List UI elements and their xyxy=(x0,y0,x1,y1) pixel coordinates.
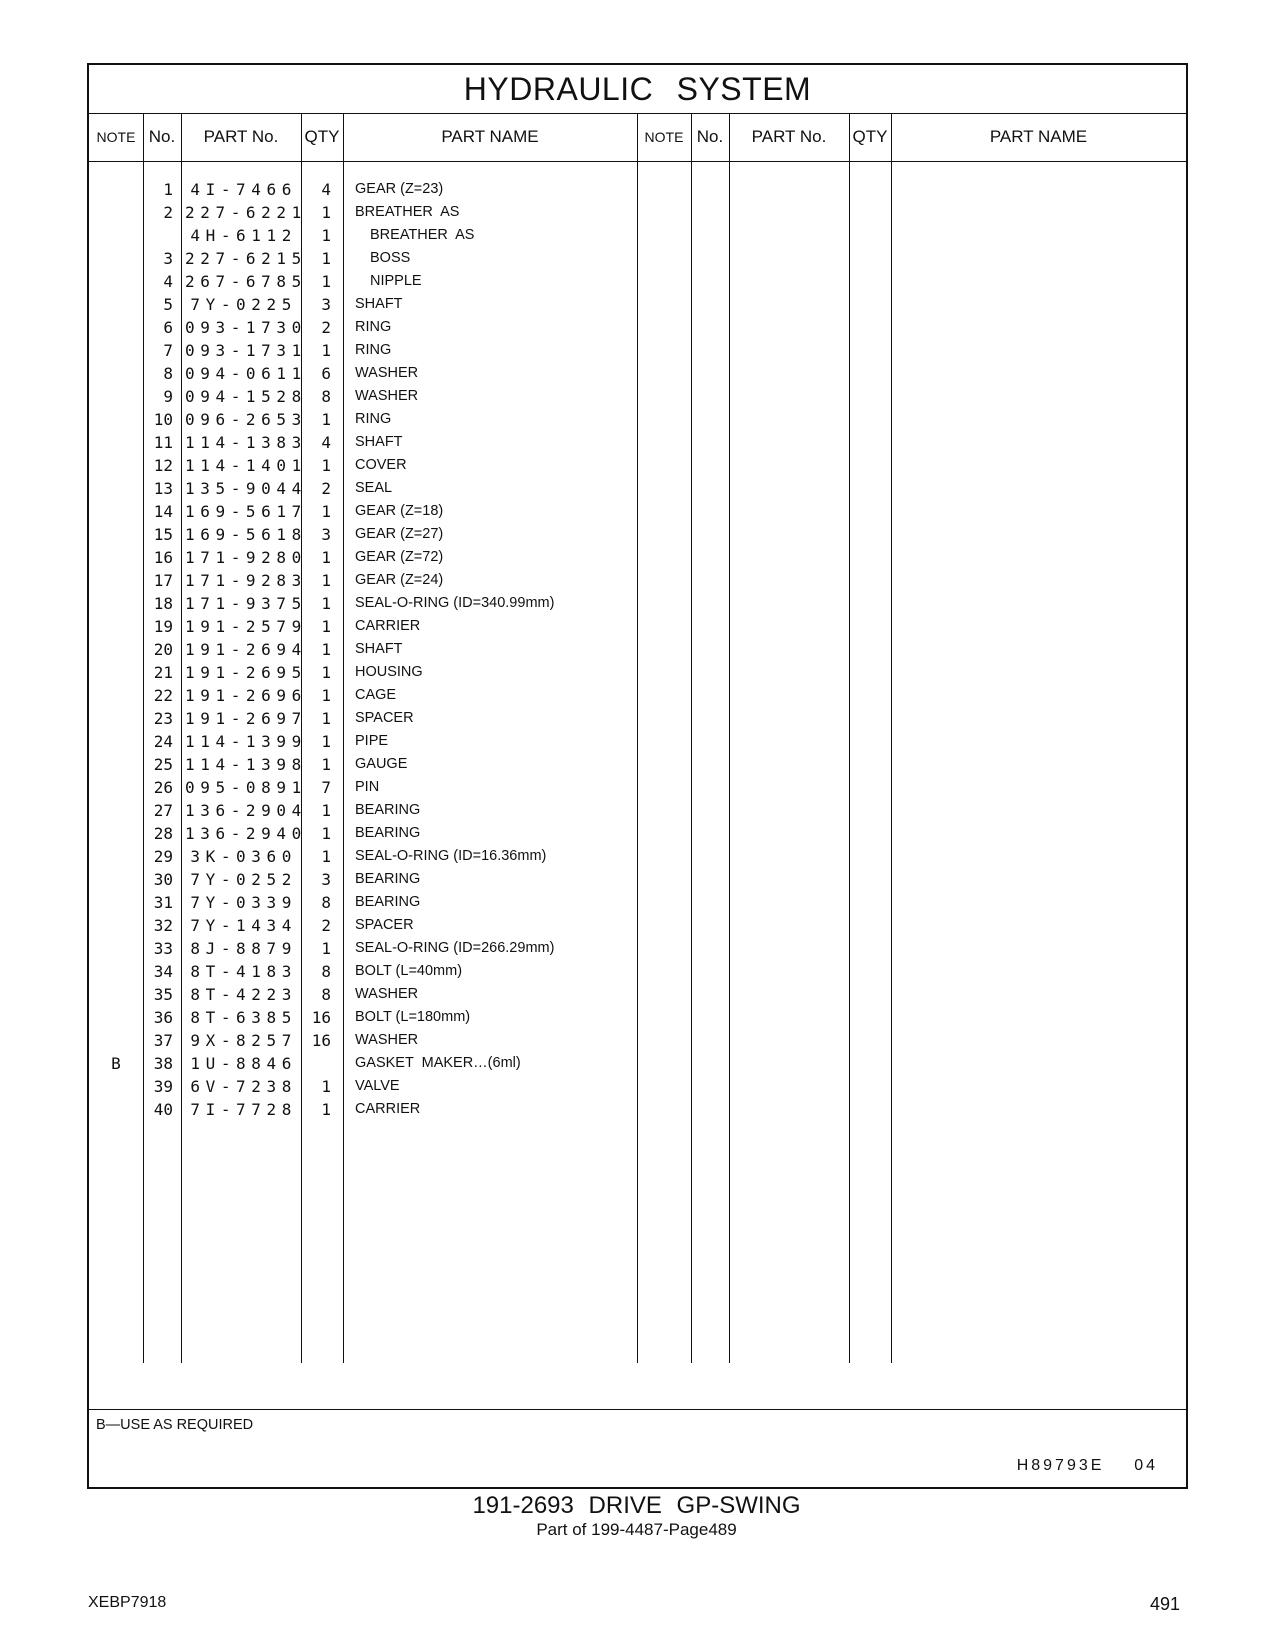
part-name-cell: BREATHER AS xyxy=(355,204,460,220)
section-title: HYDRAULIC SYSTEM xyxy=(89,65,1186,114)
table-row xyxy=(89,1006,609,1029)
item-number-cell: 31 xyxy=(153,893,173,912)
quantity-cell: 8 xyxy=(321,985,331,1004)
quantity-cell: 1 xyxy=(321,571,331,590)
part-number-cell: 267-6785 xyxy=(185,272,307,291)
part-number-cell: 8T-4223 xyxy=(190,985,297,1004)
table-row xyxy=(89,799,609,822)
quantity-cell: 1 xyxy=(321,640,331,659)
table-row xyxy=(89,1075,609,1098)
part-number-cell: 227-6215 xyxy=(185,249,307,268)
item-number-cell: 32 xyxy=(153,916,173,935)
quantity-cell: 4 xyxy=(321,180,331,199)
part-number-cell: 094-0611 xyxy=(185,364,307,383)
table-row xyxy=(89,868,609,891)
header-no: No. xyxy=(148,127,176,146)
header-note-right: NOTE xyxy=(644,129,684,145)
assembly-subcaption: Part of 199-4487-Page489 xyxy=(536,1520,737,1539)
quantity-cell: 2 xyxy=(321,916,331,935)
part-name-cell: GEAR (Z=18) xyxy=(355,503,444,519)
part-number-cell: 171-9280 xyxy=(185,548,307,567)
header-part-no: PART No. xyxy=(203,127,279,146)
item-number-cell: 5 xyxy=(163,295,173,314)
item-number-cell: 11 xyxy=(153,433,173,452)
footnote: B—USE AS REQUIRED xyxy=(96,1417,254,1433)
part-number-cell: 227-6221 xyxy=(185,203,307,222)
table-row xyxy=(89,661,609,684)
table-row xyxy=(89,707,609,730)
table-row xyxy=(89,293,609,316)
part-number-cell: 093-1731 xyxy=(185,341,307,360)
part-number-cell: 114-1401 xyxy=(185,456,307,475)
item-number-cell: 29 xyxy=(153,847,173,866)
column-divider xyxy=(849,113,850,1363)
part-number-cell: 114-1399 xyxy=(185,732,307,751)
quantity-cell: 2 xyxy=(321,318,331,337)
part-number-cell: 171-9375 xyxy=(185,594,307,613)
item-number-cell: 18 xyxy=(153,594,173,613)
parts-rows xyxy=(89,178,609,1121)
part-name-cell: GEAR (Z=27) xyxy=(355,526,444,542)
quantity-cell: 16 xyxy=(311,1008,331,1027)
quantity-cell: 6 xyxy=(321,364,331,383)
note-cell: B xyxy=(111,1054,121,1073)
part-name-cell: BREATHER AS xyxy=(370,227,475,243)
part-number-cell: 136-2904 xyxy=(185,801,307,820)
item-number-cell: 10 xyxy=(153,410,173,429)
quantity-cell: 1 xyxy=(321,249,331,268)
part-number-cell: 136-2940 xyxy=(185,824,307,843)
item-number-cell: 28 xyxy=(153,824,173,843)
part-name-cell: CARRIER xyxy=(355,618,421,634)
quantity-cell: 1 xyxy=(321,617,331,636)
item-number-cell: 16 xyxy=(153,548,173,567)
table-row xyxy=(89,454,609,477)
item-number-cell: 9 xyxy=(163,387,173,406)
quantity-cell: 1 xyxy=(321,755,331,774)
header-note: NOTE xyxy=(96,129,136,145)
part-name-cell: BEARING xyxy=(355,825,421,841)
column-divider xyxy=(891,113,892,1363)
item-number-cell: 12 xyxy=(153,456,173,475)
quantity-cell: 1 xyxy=(321,732,331,751)
part-number-cell: 7Y-0252 xyxy=(190,870,297,889)
table-row xyxy=(89,362,609,385)
part-number-cell: 7Y-0225 xyxy=(190,295,297,314)
item-number-cell: 27 xyxy=(153,801,173,820)
table-row xyxy=(89,891,609,914)
part-number-cell: 191-2695 xyxy=(185,663,307,682)
quantity-cell: 1 xyxy=(321,203,331,222)
quantity-cell: 1 xyxy=(321,847,331,866)
item-number-cell: 34 xyxy=(153,962,173,981)
quantity-cell: 8 xyxy=(321,893,331,912)
item-number-cell: 36 xyxy=(153,1008,173,1027)
item-number-cell: 37 xyxy=(153,1031,173,1050)
quantity-cell: 4 xyxy=(321,433,331,452)
item-number-cell: 14 xyxy=(153,502,173,521)
header-no-right: No. xyxy=(696,127,724,146)
item-number-cell: 17 xyxy=(153,571,173,590)
table-row xyxy=(89,201,609,224)
quantity-cell: 1 xyxy=(321,410,331,429)
table-row xyxy=(89,684,609,707)
quantity-cell: 1 xyxy=(321,594,331,613)
item-number-cell: 2 xyxy=(163,203,173,222)
quantity-cell: 3 xyxy=(321,525,331,544)
table-row xyxy=(89,546,609,569)
table-footer-divider xyxy=(89,1409,1186,1410)
part-name-cell: GEAR (Z=24) xyxy=(355,572,444,588)
item-number-cell: 6 xyxy=(163,318,173,337)
table-row xyxy=(89,638,609,661)
table-row xyxy=(89,500,609,523)
table-row xyxy=(89,730,609,753)
item-number-cell: 20 xyxy=(153,640,173,659)
part-name-cell: BEARING xyxy=(355,802,421,818)
part-name-cell: SHAFT xyxy=(355,296,403,312)
item-number-cell: 21 xyxy=(153,663,173,682)
part-name-cell: SHAFT xyxy=(355,434,403,450)
table-row xyxy=(89,431,609,454)
quantity-cell: 1 xyxy=(321,824,331,843)
quantity-cell: 1 xyxy=(321,939,331,958)
table-row xyxy=(89,385,609,408)
part-number-cell: 096-2653 xyxy=(185,410,307,429)
header-part-name: PART NAME xyxy=(441,127,539,146)
document-id: XEBP7918 xyxy=(88,1594,167,1611)
item-number-cell: 19 xyxy=(153,617,173,636)
part-name-cell: PIPE xyxy=(355,733,389,749)
part-name-cell: BOLT (L=180mm) xyxy=(355,1009,471,1025)
part-number-cell: 114-1383 xyxy=(185,433,307,452)
table-row xyxy=(89,1098,609,1121)
part-name-cell: RING xyxy=(355,319,392,335)
part-name-cell: WASHER xyxy=(355,1032,419,1048)
item-number-cell: 15 xyxy=(153,525,173,544)
part-number-cell: 7I-7728 xyxy=(190,1100,297,1119)
part-number-cell: 169-5617 xyxy=(185,502,307,521)
quantity-cell: 1 xyxy=(321,502,331,521)
part-name-cell: CARRIER xyxy=(355,1101,421,1117)
part-name-cell: GEAR (Z=23) xyxy=(355,181,444,197)
item-number-cell: 22 xyxy=(153,686,173,705)
part-name-cell: HOUSING xyxy=(355,664,423,680)
part-name-cell: WASHER xyxy=(355,365,419,381)
part-name-cell: SPACER xyxy=(355,710,414,726)
part-number-cell: 135-9044 xyxy=(185,479,307,498)
part-name-cell: GAUGE xyxy=(355,756,408,772)
quantity-cell: 8 xyxy=(321,387,331,406)
table-row xyxy=(89,569,609,592)
quantity-cell: 16 xyxy=(311,1031,331,1050)
part-name-cell: SEAL xyxy=(355,480,393,496)
quantity-cell: 1 xyxy=(321,456,331,475)
table-row xyxy=(89,523,609,546)
quantity-cell: 1 xyxy=(321,548,331,567)
item-number-cell: 1 xyxy=(163,180,173,199)
table-row xyxy=(89,178,609,201)
header-part-name-right: PART NAME xyxy=(989,127,1088,146)
part-number-cell: 1U-8846 xyxy=(190,1054,297,1073)
part-name-cell: GASKET MAKER…(6ml) xyxy=(355,1055,521,1071)
header-qty-right: QTY xyxy=(852,127,888,146)
part-number-cell: 9X-8257 xyxy=(190,1031,297,1050)
part-name-cell: NIPPLE xyxy=(370,273,422,289)
part-name-cell: SHAFT xyxy=(355,641,403,657)
item-number-cell: 33 xyxy=(153,939,173,958)
part-name-cell: WASHER xyxy=(355,388,419,404)
item-number-cell: 24 xyxy=(153,732,173,751)
header-qty: QTY xyxy=(304,127,340,146)
part-number-cell: 7Y-0339 xyxy=(190,893,297,912)
quantity-cell: 1 xyxy=(321,1077,331,1096)
item-number-cell: 23 xyxy=(153,709,173,728)
table-row xyxy=(89,316,609,339)
item-number-cell: 39 xyxy=(153,1077,173,1096)
part-number-cell: 191-2696 xyxy=(185,686,307,705)
quantity-cell: 1 xyxy=(321,709,331,728)
quantity-cell: 1 xyxy=(321,272,331,291)
table-row xyxy=(89,224,609,247)
part-name-cell: COVER xyxy=(355,457,407,473)
part-number-cell: 095-0891 xyxy=(185,778,307,797)
part-name-cell: SEAL-O-RING (ID=340.99mm) xyxy=(355,595,555,611)
part-name-cell: SEAL-O-RING (ID=266.29mm) xyxy=(355,940,555,956)
table-row xyxy=(89,477,609,500)
assembly-caption: 191-2693 DRIVE GP-SWING xyxy=(472,1492,801,1519)
quantity-cell: 1 xyxy=(321,226,331,245)
part-number-cell: 171-9283 xyxy=(185,571,307,590)
part-name-cell: CAGE xyxy=(355,687,397,703)
part-number-cell: 8T-4183 xyxy=(190,962,297,981)
part-number-cell: 8J-8879 xyxy=(190,939,297,958)
table-row xyxy=(89,937,609,960)
part-name-cell: VALVE xyxy=(355,1078,400,1094)
part-number-cell: 191-2697 xyxy=(185,709,307,728)
part-name-cell: BOLT (L=40mm) xyxy=(355,963,463,979)
item-number-cell: 8 xyxy=(163,364,173,383)
quantity-cell: 1 xyxy=(321,341,331,360)
item-number-cell: 13 xyxy=(153,479,173,498)
quantity-cell: 3 xyxy=(321,295,331,314)
item-number-cell: 40 xyxy=(153,1100,173,1119)
part-name-cell: SPACER xyxy=(355,917,414,933)
part-number-cell: 3K-0360 xyxy=(190,847,297,866)
part-number-cell: 8T-6385 xyxy=(190,1008,297,1027)
header-part-no-right: PART No. xyxy=(751,127,827,146)
table-row xyxy=(89,983,609,1006)
part-name-cell: BEARING xyxy=(355,894,421,910)
table-row xyxy=(89,592,609,615)
page-number: 491 xyxy=(1149,1594,1180,1614)
table-row xyxy=(89,408,609,431)
table-row xyxy=(89,270,609,293)
item-number-cell: 25 xyxy=(153,755,173,774)
item-number-cell: 26 xyxy=(153,778,173,797)
table-row xyxy=(89,615,609,638)
part-name-cell: PIN xyxy=(355,779,380,795)
part-number-cell: 6V-7238 xyxy=(190,1077,297,1096)
quantity-cell: 1 xyxy=(321,663,331,682)
table-row xyxy=(89,1029,609,1052)
table-row xyxy=(89,339,609,362)
table-row xyxy=(89,914,609,937)
item-number-cell: 35 xyxy=(153,985,173,1004)
drawing-code: H89793E 04 xyxy=(1016,1457,1158,1474)
part-number-cell: 114-1398 xyxy=(185,755,307,774)
part-number-cell: 093-1730 xyxy=(185,318,307,337)
table-row xyxy=(89,960,609,983)
quantity-cell: 1 xyxy=(321,686,331,705)
part-name-cell: SEAL-O-RING (ID=16.36mm) xyxy=(355,848,547,864)
part-name-cell: BEARING xyxy=(355,871,421,887)
quantity-cell: 7 xyxy=(321,778,331,797)
part-name-cell: BOSS xyxy=(370,250,411,266)
item-number-cell: 7 xyxy=(163,341,173,360)
quantity-cell: 1 xyxy=(321,801,331,820)
table-row xyxy=(89,1052,609,1075)
part-name-cell: GEAR (Z=72) xyxy=(355,549,444,565)
part-name-cell: RING xyxy=(355,411,392,427)
parts-table-frame xyxy=(87,63,1188,1489)
table-row xyxy=(89,776,609,799)
table-row xyxy=(89,822,609,845)
table-row xyxy=(89,247,609,270)
table-row xyxy=(89,845,609,868)
quantity-cell: 3 xyxy=(321,870,331,889)
item-number-cell: 30 xyxy=(153,870,173,889)
part-number-cell: 191-2694 xyxy=(185,640,307,659)
item-number-cell: 38 xyxy=(153,1054,173,1073)
quantity-cell: 1 xyxy=(321,1100,331,1119)
part-number-cell: 7Y-1434 xyxy=(190,916,297,935)
part-number-cell: 094-1528 xyxy=(185,387,307,406)
part-name-cell: WASHER xyxy=(355,986,419,1002)
quantity-cell: 8 xyxy=(321,962,331,981)
quantity-cell: 2 xyxy=(321,479,331,498)
part-number-cell: 191-2579 xyxy=(185,617,307,636)
part-number-cell: 4H-6112 xyxy=(190,226,297,245)
part-number-cell: 4I-7466 xyxy=(190,180,297,199)
part-name-cell: RING xyxy=(355,342,392,358)
item-number-cell: 3 xyxy=(163,249,173,268)
part-number-cell: 169-5618 xyxy=(185,525,307,544)
table-row xyxy=(89,753,609,776)
item-number-cell: 4 xyxy=(163,272,173,291)
